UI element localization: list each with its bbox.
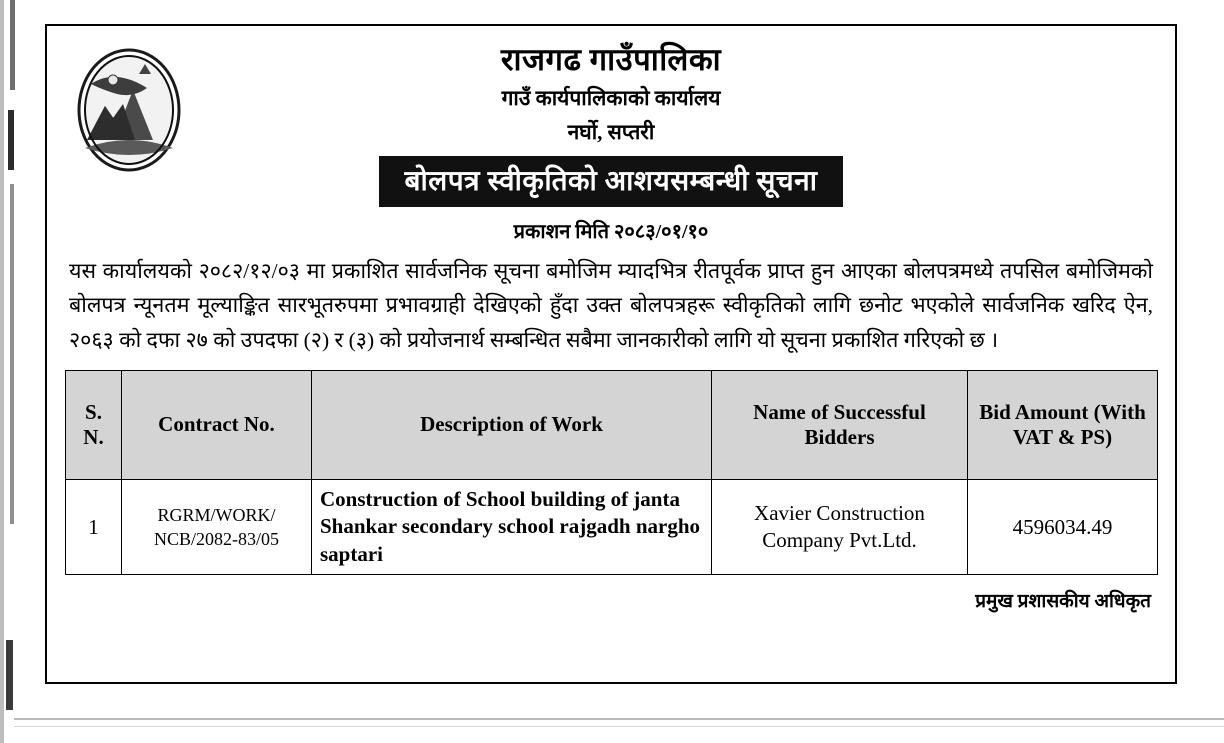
- column-header-amount: Bid Amount (With VAT & PS): [968, 371, 1158, 480]
- cell-description: Construction of School building of janta Shankar secondary school rajgadh nargho saptari: [312, 480, 712, 575]
- nepal-government-emblem-icon: [69, 44, 189, 174]
- bid-results-table: [65, 370, 1158, 575]
- table-header-row: [66, 371, 1158, 480]
- cell-bidder: Xavier Construction Company Pvt.Ltd.: [712, 480, 968, 575]
- scan-edge-artifact: [10, 184, 14, 524]
- column-header-contract-no: Contract No.: [122, 371, 312, 480]
- cell-amount: 4596034.49: [968, 480, 1158, 575]
- scan-edge-artifact: [10, 0, 15, 90]
- table-row: [66, 480, 1158, 575]
- notice-body-paragraph: यस कार्यालयको २०८२/१२/०३ मा प्रकाशित सार्वजनिक सूचना बमोजिम म्यादभित्र रीतपूर्वक प्राप्त हुन आएका बोलपत्रमध्ये तपसिल बमोजिमको बोलपत्र न्यूनतम मूल्याङ्कित सारभूतरुपमा प्रभावग्राही देखिएको हुँदा उक्त बोलपत्रहरू स्वीकृतिको लागि छनोट भएकोले सार्वजनिक खरिद ऐन, २०६३ को दफा २७ को उपदफा (२) र (३) को प्रयोजनार्थ सम्बन्धित सबैमा जानकारीको लागि यो सूचना प्रकाशित गरिएको छ ।: [69, 258, 1153, 353]
- notice-document: [45, 24, 1177, 684]
- scan-edge-artifact: [6, 640, 13, 710]
- column-header-bidder: Name of Successful Bidders: [712, 371, 968, 480]
- document-header: [65, 34, 1157, 146]
- scan-page-divider: [14, 726, 1224, 727]
- notice-banner-wrapper: [65, 156, 1157, 207]
- notice-title-banner: बोलपत्र स्वीकृतिको आशयसम्बन्धी सूचना: [379, 156, 844, 207]
- organization-address: नर्घो, सप्तरी: [567, 119, 655, 144]
- scan-page-divider: [14, 718, 1224, 720]
- column-header-description: Description of Work: [312, 371, 712, 480]
- column-header-sn: S. N.: [66, 371, 122, 480]
- scan-edge-artifact: [8, 110, 14, 170]
- scan-edge-artifact: [0, 0, 4, 743]
- publication-date: प्रकाशन मिति २०८३/०१/१०: [513, 220, 709, 243]
- organization-name: राजगढ गाउँपालिका: [500, 42, 722, 77]
- organization-subtitle: गाउँ कार्यपालिकाको कार्यालय: [501, 85, 721, 110]
- cell-contract-no: RGRM/WORK/ NCB/2082-83/05: [122, 480, 312, 575]
- signature-designation: प्रमुख प्रशासकीय अधिकृत: [975, 591, 1151, 613]
- cell-sn: 1: [66, 480, 122, 575]
